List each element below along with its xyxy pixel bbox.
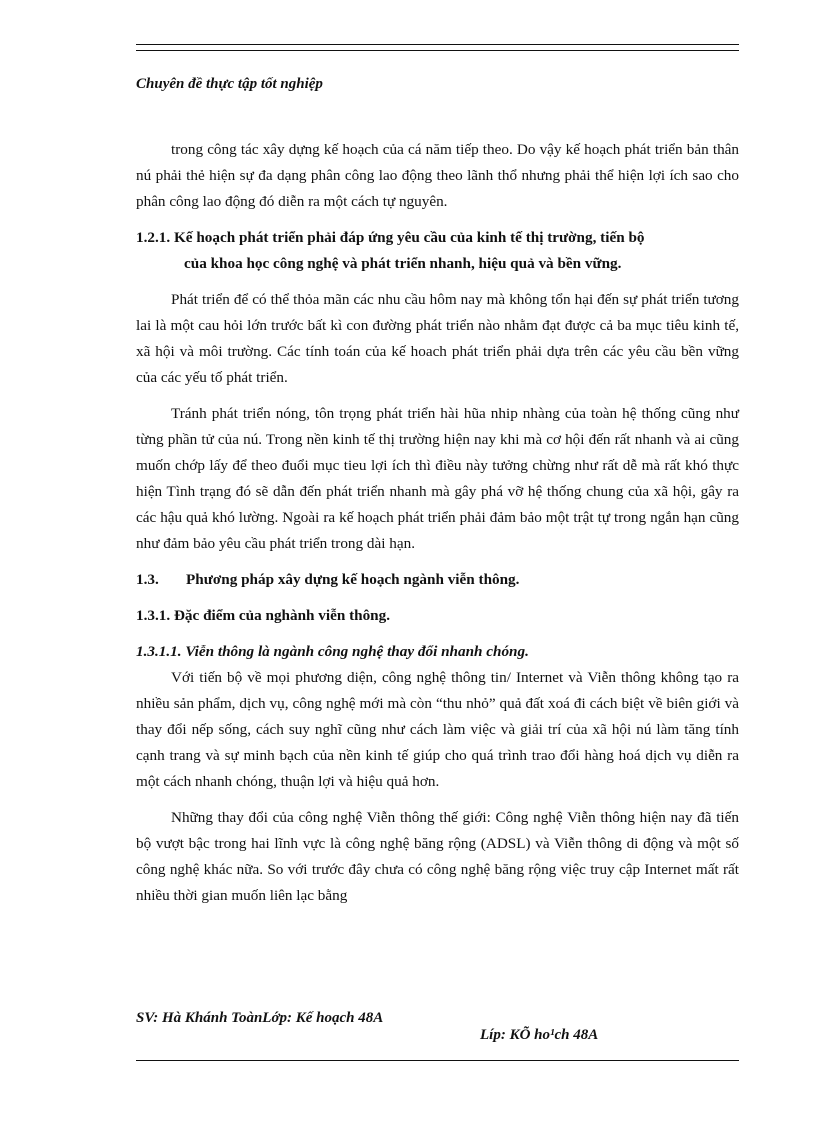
footer-student-info: SV: Hà Khánh ToànLớp: Kế hoạch 48A [136,1010,384,1026]
footer-rule [136,1060,739,1061]
paragraph: trong công tác xây dựng kế hoạch của cá năm tiếp theo. Do vậy kế hoạch phát triển bản thân nú phải thẻ hiện sự đa dạng phân công lao động theo lãnh thổ nhưng phải thể hiện lợi ích sao cho phân công lao động đó diễn ra một cách tự nguyên. [136,141,739,210]
heading-text-line2: của khoa học công nghệ và phát triển nhanh, hiệu quả và bền vững. [184,255,622,272]
heading-text-line1: Kế hoạch phát triển phải đáp ứng yêu cầu của kinh tế thị trường, tiến bộ [173,229,645,246]
header-double-rule [136,44,739,51]
paragraph: Những thay đổi của công nghệ Viễn thông thế giới: Công nghệ Viễn thông hiện nay đã tiến bộ vượt bậc trong hai lĩnh vực là công nghệ băng rộng (ADSL) và Viễn thông di động và một số công nghệ khác nữa. So với trước đây chưa có công nghệ băng rộng việc truy cập Internet mất rất nhiều thời gian muốn liên lạc bằng [136,809,739,904]
heading-number: 1.3. [136,571,159,588]
heading-number: 1.2.1. [136,229,171,246]
section-heading-1-2-1 [136,225,739,277]
section-heading-1-3 [136,567,739,593]
section-heading-1-3-1: 1.3.1. Đặc điểm của nghành viễn thông. [136,607,391,624]
paragraph: Phát triển để có thể thỏa mãn các nhu cầu hôm nay mà không tổn hại đến sự phát triển tương lai là một cau hỏi lớn trước bất kì con đường phát triển nào nhằm đạt được cả ba mục tiêu kinh tế, xã hội và môi trường. Các tính toán của kế hoach phát triển phải dựa trên các yêu cầu bền vững của các yếu tố phát triển. [136,291,739,386]
document-body [136,137,739,909]
paragraph: Tránh phát triển nóng, tôn trọng phát triển hài hũa nhip nhàng của toàn hệ thống cũng như từng phần tử của nú. Trong nền kinh tế thị trường hiện nay khi mà cơ hội đến rất nhanh và ai cũng muốn chớp lấy để theo đuổi mục tieu lợi ích thì điều này tưởng chừng như rất dễ mà rất khó thực hiện Tình trạng đó sẽ dẫn đến phát triển nhanh mà gây phá vỡ hệ thống chung của xã hội, gây ra các hậu quả khó lường. Ngoài ra kế hoạch phát triển phải đảm bảo một trật tự trong ngắn hạn cũng như đảm bảo yêu cầu phát triển trong dài hạn. [136,405,739,552]
footer-class-info: Líp: KÕ ho¹ch 48A [480,1027,599,1043]
section-heading-1-3-1-1: 1.3.1.1. Viễn thông là ngành công nghệ thay đổi nhanh chóng. [136,643,529,660]
header-title: Chuyên đề thực tập tốt nghiệp [136,76,323,92]
paragraph: Với tiến bộ về mọi phương diện, công nghệ thông tin/ Internet và Viễn thông không tạo ra nhiều sản phẩm, dịch vụ, công nghệ mới mà còn “thu nhỏ” quả đất xoá đi cách biệt về biên giới và thay đổi nếp sống, cách suy nghĩ cũng như cách làm việc và giải trí của xã hội nú làm tăng tính cạnh trang và sự minh bạch của nền kinh tế giúp cho quá trình trao đổi hàng hoá dịch vụ diễn ra một cách nhanh chóng, thuận lợi và hiệu quả hơn. [136,669,739,790]
heading-text: Phương pháp xây dựng kế hoạch ngành viễn thông. [186,571,520,588]
